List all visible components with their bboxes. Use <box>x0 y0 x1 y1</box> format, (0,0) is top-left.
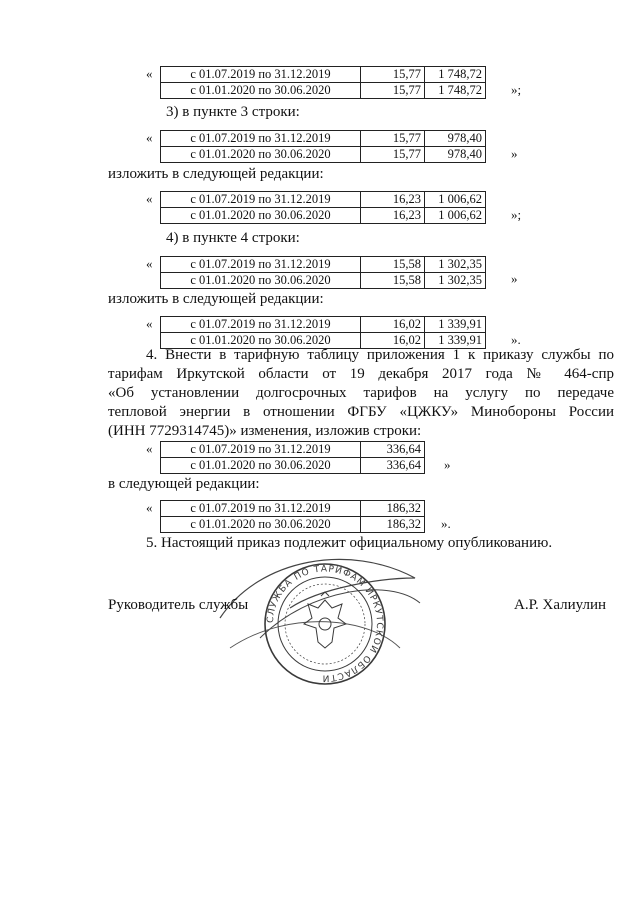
tariff-table-5 <box>160 316 486 349</box>
period-cell: с 01.01.2020 по 30.06.2020 <box>161 147 361 163</box>
replace-instruction-1: изложить в следующей редакции: <box>108 166 324 182</box>
table-row <box>161 192 486 208</box>
period-cell: с 01.01.2020 по 30.06.2020 <box>161 83 361 99</box>
value-cell: 186,32 <box>361 517 425 533</box>
value-cell: 16,02 <box>361 317 425 333</box>
stamp-text: СЛУЖБА ПО ТАРИФАМ ИРКУТСКОЙ ОБЛАСТИ <box>265 564 385 683</box>
tariff-table-1 <box>160 66 486 99</box>
value-cell: 16,02 <box>361 333 425 349</box>
period-cell: с 01.07.2019 по 31.12.2019 <box>161 501 361 517</box>
value-cell: 16,23 <box>361 208 425 224</box>
signature-name: А.Р. Халиулин <box>514 597 607 613</box>
value-cell: 336,64 <box>361 458 425 474</box>
value-cell: 15,77 <box>361 147 425 163</box>
table-4-open-quote: « <box>146 256 153 271</box>
value-cell: 186,32 <box>361 501 425 517</box>
value-cell: 1 748,72 <box>425 67 486 83</box>
period-cell: с 01.01.2020 по 30.06.2020 <box>161 517 361 533</box>
period-cell: с 01.01.2020 по 30.06.2020 <box>161 273 361 289</box>
value-cell: 1 748,72 <box>425 83 486 99</box>
tariff-table-7 <box>160 500 425 533</box>
table-4-close-quote: » <box>511 271 518 286</box>
value-cell: 1 006,62 <box>425 192 486 208</box>
replace-instruction-3: в следующей редакции: <box>108 476 260 492</box>
period-cell: с 01.01.2020 по 30.06.2020 <box>161 458 361 474</box>
table-row <box>161 131 486 147</box>
period-cell: с 01.01.2020 по 30.06.2020 <box>161 208 361 224</box>
table-row <box>161 147 486 163</box>
tariff-table-4 <box>160 256 486 289</box>
replace-instruction-2: изложить в следующей редакции: <box>108 291 324 307</box>
table-row <box>161 208 486 224</box>
value-cell: 16,23 <box>361 192 425 208</box>
table-row <box>161 517 425 533</box>
tariff-table-2 <box>160 130 486 163</box>
section-5-paragraph: 5. Настоящий приказ подлежит официальному опубликованию. <box>146 535 553 551</box>
item-3-heading: 3) в пункте 3 строки: <box>166 104 300 120</box>
value-cell: 15,77 <box>361 83 425 99</box>
section-4-line: тарифам Иркутской области от 19 декабря 2017 года № 464-спр <box>108 366 614 382</box>
table-row <box>161 317 486 333</box>
table-row <box>161 67 486 83</box>
value-cell: 978,40 <box>425 147 486 163</box>
value-cell: 15,58 <box>361 273 425 289</box>
value-cell: 336,64 <box>361 442 425 458</box>
table-6-open-quote: « <box>146 441 153 456</box>
table-row <box>161 442 425 458</box>
table-1-open-quote: « <box>146 66 153 81</box>
section-4-line: 4. Внести в тарифную таблицу приложения 1 к приказу службы по <box>146 347 614 363</box>
table-7-open-quote: « <box>146 500 153 515</box>
table-1-close-quote: »; <box>511 82 522 97</box>
table-2-close-quote: » <box>511 146 518 161</box>
table-7-close-quote: ». <box>441 516 451 531</box>
item-4-heading: 4) в пункте 4 строки: <box>166 230 300 246</box>
table-3-close-quote: »; <box>511 207 522 222</box>
value-cell: 15,58 <box>361 257 425 273</box>
period-cell: с 01.01.2020 по 30.06.2020 <box>161 333 361 349</box>
period-cell: с 01.07.2019 по 31.12.2019 <box>161 317 361 333</box>
section-4-line: (ИНН 7729314745)» изменения, изложив строки: <box>108 423 422 439</box>
table-5-close-quote: ». <box>511 332 521 347</box>
section-4-paragraph <box>108 346 614 441</box>
eagle-emblem-icon <box>304 592 346 648</box>
value-cell: 978,40 <box>425 131 486 147</box>
value-cell: 1 302,35 <box>425 273 486 289</box>
section-4-line: «Об установлении долгосрочных тарифов на услугу по передаче <box>108 385 614 401</box>
value-cell: 15,77 <box>361 67 425 83</box>
table-row <box>161 501 425 517</box>
period-cell: с 01.07.2019 по 31.12.2019 <box>161 257 361 273</box>
table-row <box>161 257 486 273</box>
value-cell: 1 339,91 <box>425 333 486 349</box>
table-row <box>161 458 425 474</box>
section-4-line: тепловой энергии в отношении ФГБУ «ЦЖКУ» Минобороны России <box>108 404 614 420</box>
table-3-open-quote: « <box>146 191 153 206</box>
tariff-table-3 <box>160 191 486 224</box>
value-cell: 15,77 <box>361 131 425 147</box>
period-cell: с 01.07.2019 по 31.12.2019 <box>161 131 361 147</box>
official-stamp-seal <box>200 548 430 698</box>
table-6-close-quote: » <box>444 457 451 472</box>
value-cell: 1 006,62 <box>425 208 486 224</box>
table-5-open-quote: « <box>146 316 153 331</box>
signature-title: Руководитель службы <box>108 597 249 613</box>
value-cell: 1 302,35 <box>425 257 486 273</box>
period-cell: с 01.07.2019 по 31.12.2019 <box>161 67 361 83</box>
table-2-open-quote: « <box>146 130 153 145</box>
table-row <box>161 273 486 289</box>
value-cell: 1 339,91 <box>425 317 486 333</box>
tariff-table-6 <box>160 441 425 474</box>
table-row <box>161 83 486 99</box>
period-cell: с 01.07.2019 по 31.12.2019 <box>161 192 361 208</box>
period-cell: с 01.07.2019 по 31.12.2019 <box>161 442 361 458</box>
